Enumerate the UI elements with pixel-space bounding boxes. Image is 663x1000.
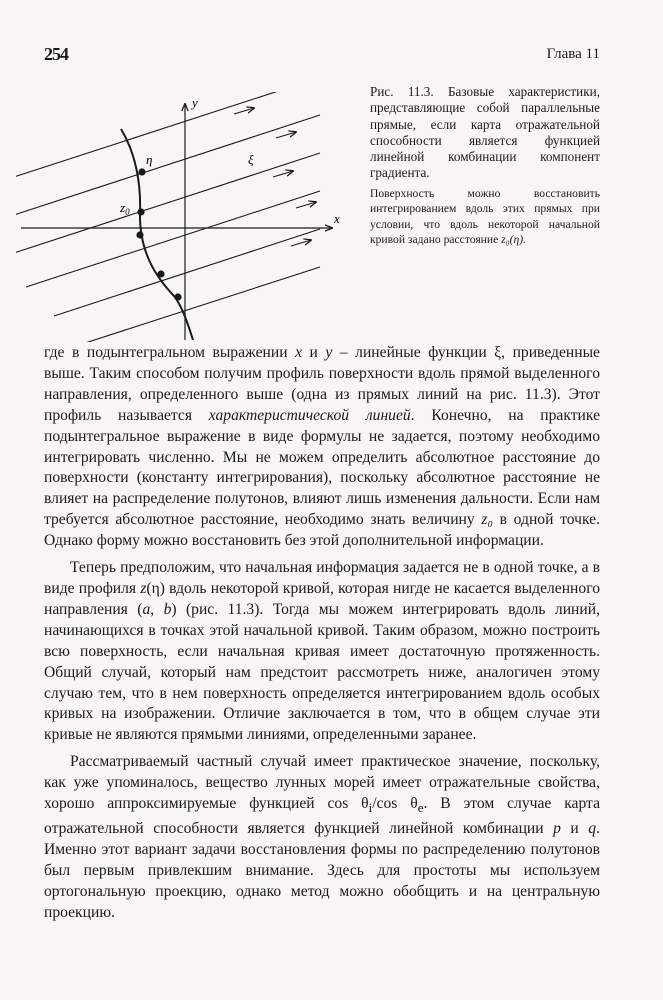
axes xyxy=(21,104,332,340)
paragraph: Теперь предположим, что начальная информация задается не в одной точке, а в виде профиля z(η) вдоль некоторой кривой, которая нигде не касается выделенного направления (a, b) (рис. 11.3). Тогда мы можем интегрировать вдоль линий, начинающихся в точках этой начальной кривой. Таким образом, можно построить всю поверхность, если начальная кривая имеет достаточную протяженность. Общий случай, который нам предстоит рассмотреть ниже, аналогичен этому случаю тем, что в нем поверхность определяется интегрированием вдоль особых кривых на изображении. Отличие заключается в том, что в общем случае эти кривые не являются прямыми линиями, определенными заранее. xyxy=(44,559,601,744)
xi-label: ξ xyxy=(248,152,254,167)
arrow-icon xyxy=(296,202,316,208)
caption-note-text: Поверхность можно восстановить интегрированием вдоль этих прямых при условии, что вдоль некоторой начальной кривой задано расстояние xyxy=(370,186,600,246)
characteristic-line xyxy=(16,153,320,253)
page-number: 254 xyxy=(44,44,68,64)
chapter-title: Глава 11 xyxy=(546,46,600,62)
page-header xyxy=(44,44,600,68)
arrow-icon xyxy=(234,108,254,114)
characteristic-line xyxy=(16,115,320,215)
eta-label: η xyxy=(146,152,153,167)
characteristic-line xyxy=(82,267,320,342)
paragraph: Рассматриваемый частный случай имеет практическое значение, поскольку, как уже упоминалось, вещество лунных морей имеет отражательные свойства, хорошо аппроксимируемые функцией $\cos \theta_i/\cos$ $\theta_e$. В этом случае карта отражательной способности является функцией линейной комбинации p и q. Именно этот вариант задачи восстановления формы по распределению полутонов был первым привлекшим внимание. Здесь для простоты мы используем ортогональную проекцию, однако метод можно обобщить и на центральную проекцию. xyxy=(44,753,600,921)
z0-label: $z_0$ xyxy=(120,200,130,217)
arrow-icon xyxy=(276,132,296,138)
caption-note-math: z₀(η). xyxy=(501,233,527,246)
curve-point xyxy=(137,208,144,215)
curve-point xyxy=(136,231,143,238)
curve-points xyxy=(136,168,181,300)
characteristic-line xyxy=(26,191,320,287)
curve-point xyxy=(138,168,145,175)
curve-point xyxy=(174,293,181,300)
figure-caption xyxy=(370,84,600,247)
caption-note xyxy=(370,186,600,248)
initial-curve xyxy=(121,129,193,340)
figure-11-3 xyxy=(16,92,360,342)
characteristic-line xyxy=(54,229,320,316)
x-axis-label: x xyxy=(334,211,340,226)
caption-main-text: Рис. 11.3. Базовые характеристики, представляющие собой параллельные прямые, если карта отражательной способности является функцией линейной комбинации компонент градиента. xyxy=(370,84,600,181)
characteristics-diagram xyxy=(16,92,360,342)
characteristic-line xyxy=(16,92,306,177)
y-axis-label: y xyxy=(192,95,198,110)
arrow-icon xyxy=(273,171,293,177)
main-text xyxy=(44,343,600,924)
curve-point xyxy=(157,270,164,277)
characteristic-lines xyxy=(16,92,320,342)
arrow-icon xyxy=(291,240,311,246)
paragraph: где в подынтегральном выражении x и y – линейные функции ξ, приведенные выше. Таким способом получим профиль поверхности вдоль прямой выделенного направления, определенного выше (одна из прямых линий на рис. 11.3). Этот профиль называется характеристической линией. Конечно, на практике подынтегральное выражение в виде формулы не задается, поэтому необходимо интегрировать численно. Мы не можем определить абсолютное расстояние до поверхности (константу интегрирования), поскольку абсолютное расстояние не влияет на распределение полутонов, влияют лишь изменения дальности. Если нам требуется абсолютное расстояние, необходимо знать величину z₀ в одной точке. Однако форму можно восстановить без этой дополнительной информации. xyxy=(44,344,600,550)
